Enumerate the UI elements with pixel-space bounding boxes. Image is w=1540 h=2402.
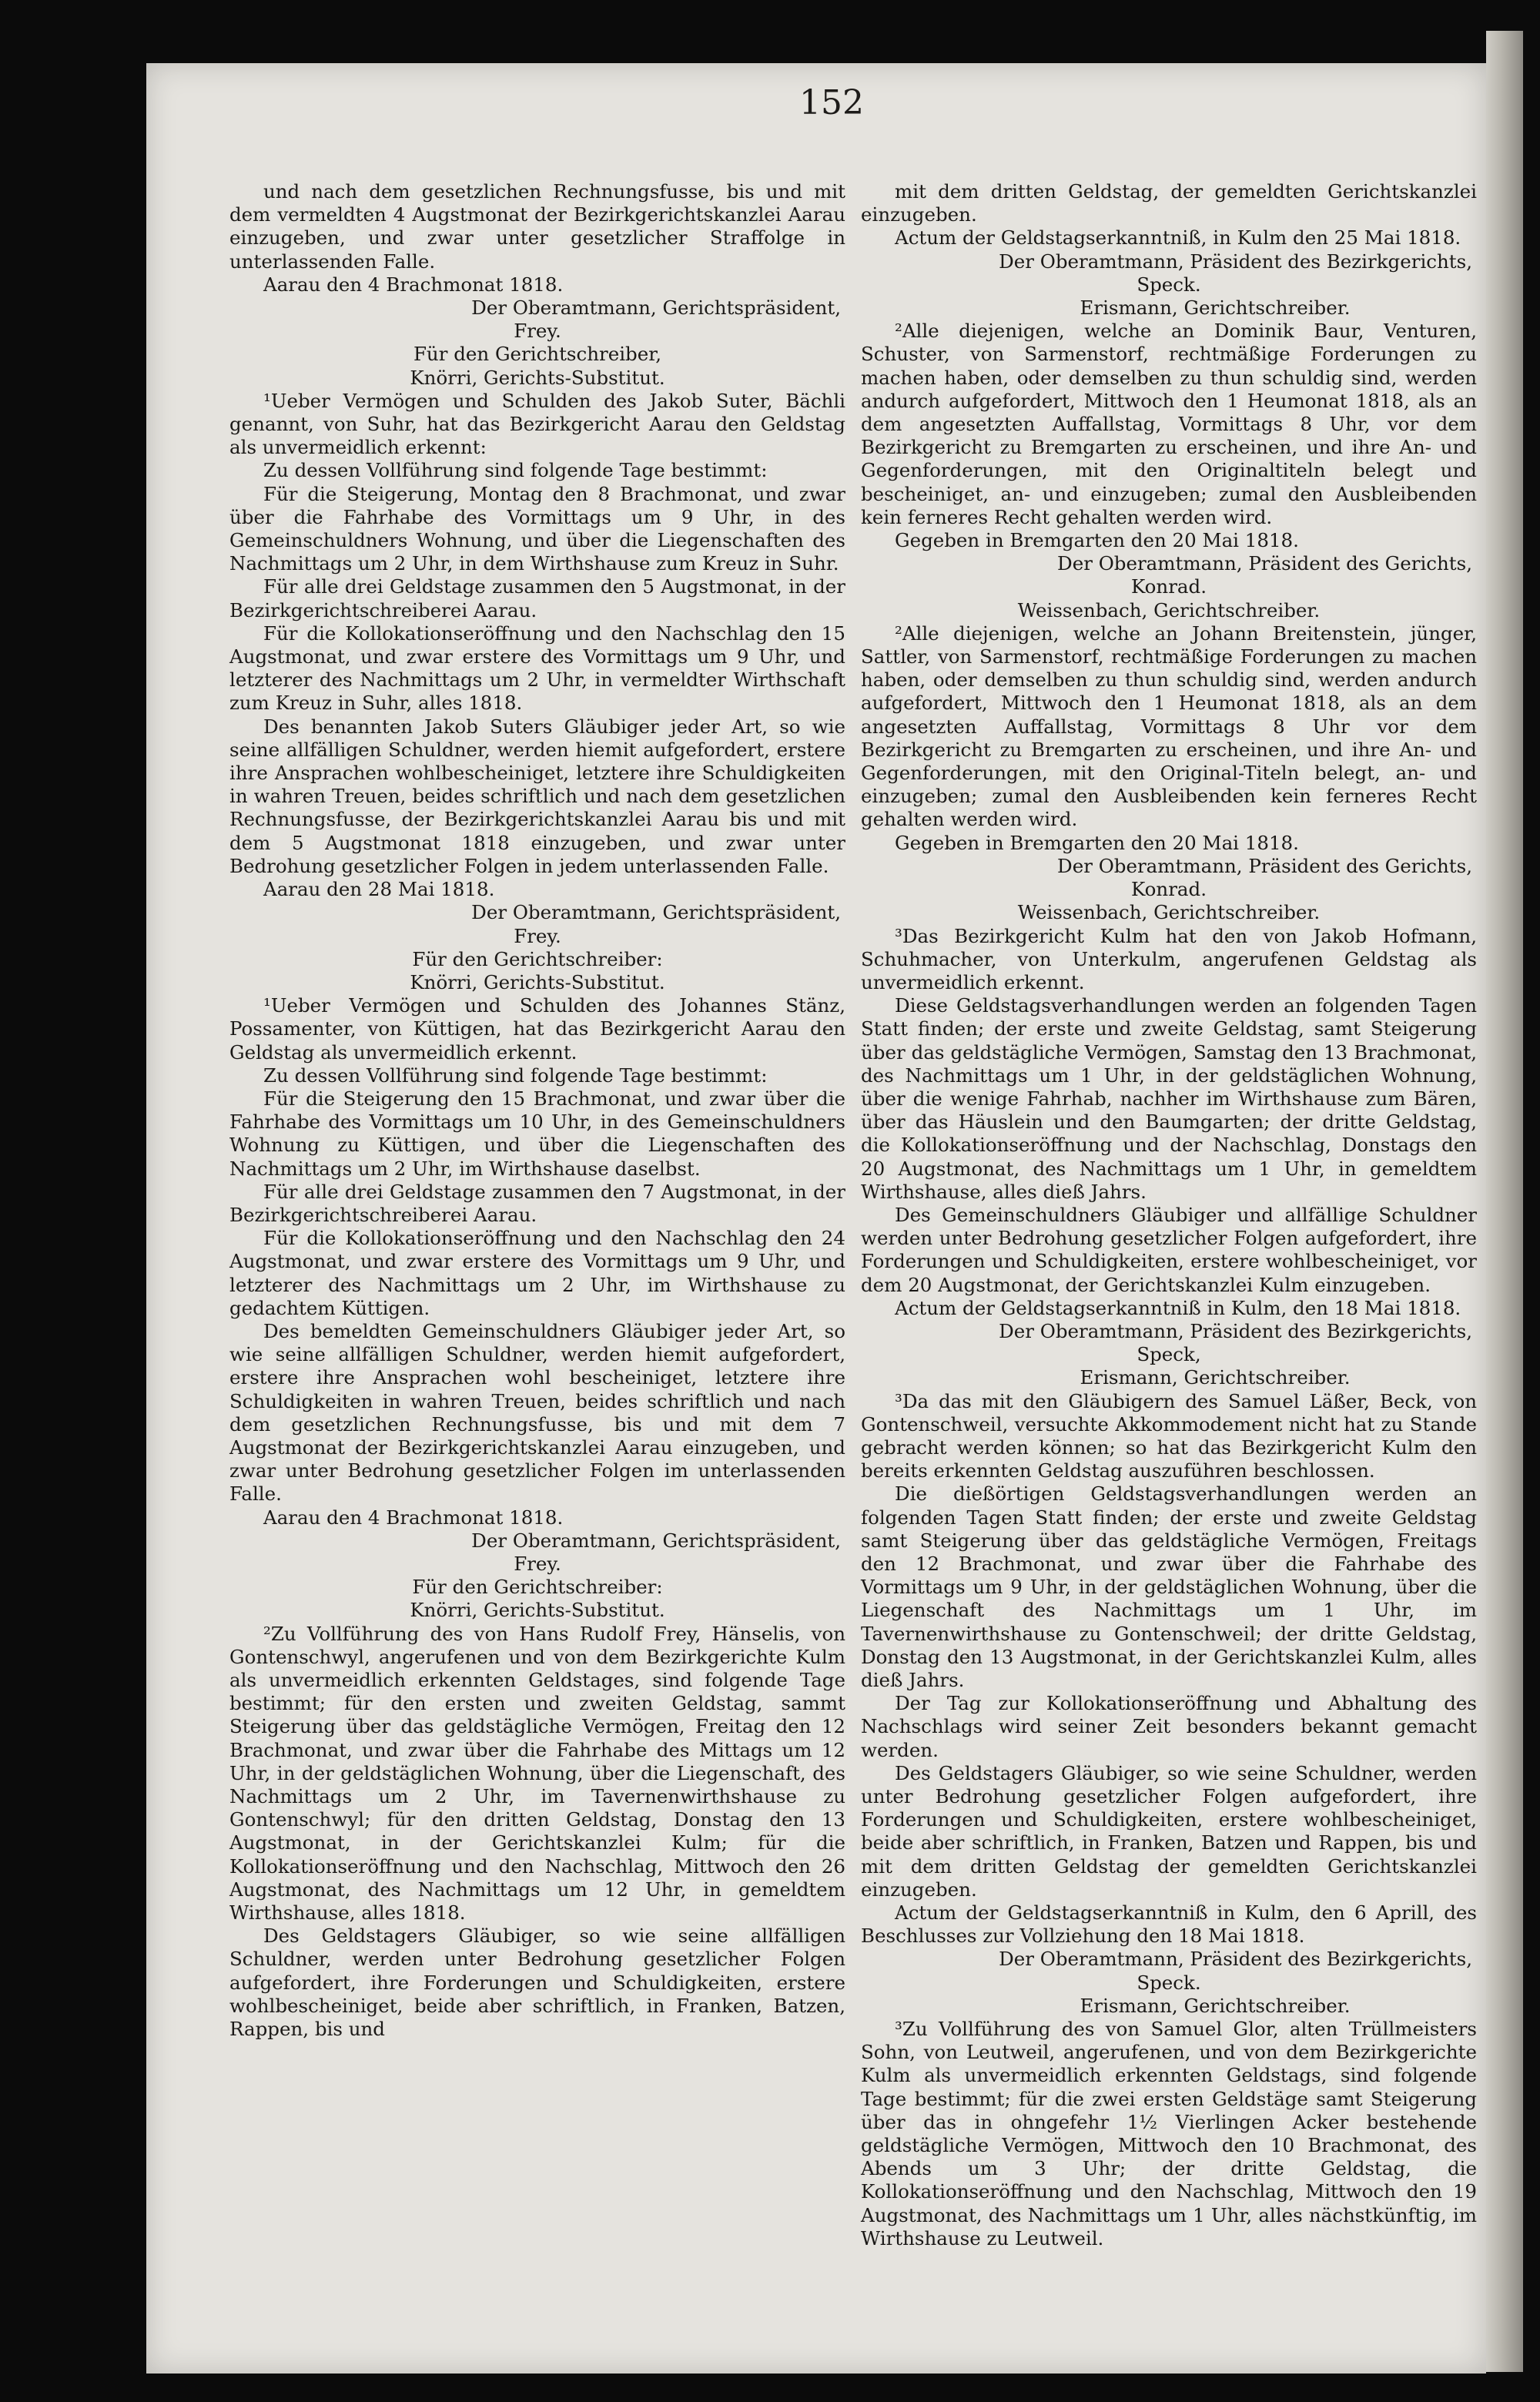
paragraph: Zu dessen Vollführung sind folgende Tage bestimmt: bbox=[263, 459, 768, 482]
paragraph: Für die Steigerung, Montag den 8 Brachmonat, und zwar über die Fahrhabe des Vormittags um 9 Uhr, in des Gemeinschuldners Wohnung, und über die Liegenschaften des Nachmittags um 2 Uhr, in dem Wirthshause zum Kreuz in Suhr. bbox=[229, 482, 845, 575]
signature-line: Speck. bbox=[1137, 273, 1201, 296]
clerk-signature: Erismann, Gerichtschreiber. bbox=[1080, 296, 1351, 320]
notice-start: ³Da das mit den Gläubigern des Samuel Läßer, Beck, von Gontenschweil, versuchte Akkommodement nicht hat zu Stande gebracht werden können; so hat das Bezirkgericht Kulm den bereits erkennten Geldstag auszuführen beschlossen. bbox=[861, 1389, 1477, 1482]
paragraph: Diese Geldstagsverhandlungen werden an folgenden Tagen Statt finden; der erste und zweite Geldstag, samt Steigerung über das geldstägliche Vermögen, Samstag den 13 Brachmonat, des Nachmittags um 1 Uhr, in der geldstäglichen Wohnung, über die wenige Fahrhab, nachher im Wirthshause zum Bären, über das Häuslein und den Baumgarten; der dritte Geldstag, die Kollokationseröffnung und der Nachschlag, Donstags den 20 Augstmonat, des Nachmittags um 1 Uhr, in gemeldtem Wirthshause, alles dieß Jahrs. bbox=[861, 994, 1477, 1203]
dateline: Actum der Geldstagserkanntniß, in Kulm den 25 Mai 1818. bbox=[895, 226, 1461, 250]
dateline: Aarau den 28 Mai 1818. bbox=[263, 878, 495, 901]
notice-start: ²Alle diejenigen, welche an Dominik Baur, Venturen, Schuster, von Sarmenstorf, rechtmäßige Forderungen zu machen haben, oder demselben zu thun schuldig sind, werden andurch aufgefordert, Mittwoch den 1 Heumonat 1818, als an dem angesetzten Auffallstag, Vormittags 8 Uhr, vor dem Bezirkgericht zu Bremgarten zu erscheinen, und ihre An- und Gegenforderungen, mit den Originaltiteln belegt und bescheiniget, an- und einzugeben; zumal den Ausbleibenden kein ferneres Recht gehalten werden wird. bbox=[861, 320, 1477, 528]
dateline: Actum der Geldstagserkanntniß in Kulm, den 6 Aprill, des Beschlusses zur Vollziehung den 18 Mai 1818. bbox=[861, 1901, 1477, 1948]
notice-start: ¹Ueber Vermögen und Schulden des Johannes Stänz, Possamenter, von Küttigen, hat das Bezirkgericht Aarau den Geldstag als unvermeidlich erkennt. bbox=[229, 994, 845, 1064]
paragraph: Des Geldstagers Gläubiger, so wie seine allfälligen Schuldner, werden unter Bedrohung gesetzlicher Folgen aufgefordert, ihre Forderungen und Schuldigkeiten, erstere wohlbescheiniget, beide aber schriftlich, in Franken, Batzen, Rappen, bis und bbox=[229, 1925, 845, 2041]
signature-line: Speck, bbox=[1137, 1343, 1201, 1366]
paragraph: Für die Steigerung den 15 Brachmonat, und zwar über die Fahrhabe des Vormittags um 10 Uhr, in des Gemeinschuldners Wohnung zu Küttigen, und über die Liegenschaften des Nachmittags um 2 Uhr, im Wirthshause daselbst. bbox=[229, 1087, 845, 1180]
page-edge bbox=[1486, 31, 1523, 2372]
notice-start: ¹Ueber Vermögen und Schulden des Jakob Suter, Bächli genannt, von Suhr, hat das Bezirkgericht Aarau den Geldstag als unvermeidlich erkennt: bbox=[229, 389, 845, 459]
signature-line: Knörri, Gerichts-Substitut. bbox=[410, 1599, 665, 1622]
official-title: Der Oberamtmann, Präsident des Gerichts, bbox=[1057, 854, 1472, 877]
clerk-signature: Erismann, Gerichtschreiber. bbox=[1080, 1366, 1351, 1389]
left-column bbox=[229, 180, 845, 2041]
notice-start: ³Zu Vollführung des von Samuel Glor, alten Trüllmeisters Sohn, von Leutweil, angerufenen, und von dem Bezirkgerichte Kulm als unvermeidlich erkennten Geldstags, sind folgende Tage bestimmt; für die zwei ersten Geldstäge samt Steigerung über das in ohngefehr 1½ Vierlingen Acker bestehende geldstägliche Vermögen, Mittwoch den 10 Brachmonat, des Abends um 3 Uhr; der dritte Geldstag, die Kollokationseröffnung und den Nachschlag, Mittwoch den 19 Augstmonat, des Nachmittags um 1 Uhr, alles nächstkünftig, im Wirthshause zu Leutweil. bbox=[861, 2018, 1477, 2250]
official-title: Der Oberamtmann, Präsident des Bezirkgerichts, bbox=[999, 1948, 1472, 1971]
signature-line: Konrad. bbox=[1131, 878, 1207, 901]
signature-line: Für den Gerichtschreiber: bbox=[412, 1576, 663, 1599]
official-title: Der Oberamtmann, Gerichtspräsident, bbox=[471, 901, 841, 924]
official-title: Der Oberamtmann, Präsident des Bezirkgerichts, bbox=[999, 250, 1472, 273]
dateline: Aarau den 4 Brachmonat 1818. bbox=[263, 1506, 564, 1529]
signature-line: Frey. bbox=[514, 320, 561, 343]
paragraph: Des Gemeinschuldners Gläubiger und allfällige Schuldner werden unter Bedrohung gesetzlicher Folgen aufgefordert, ihre Forderungen und Schuldigkeiten, erstere wohlbescheiniget, vor dem 20 Augstmonat, der Gerichtskanzlei Kulm einzugeben. bbox=[861, 1203, 1477, 1296]
paragraph: Des Geldstagers Gläubiger, so wie seine Schuldner, werden unter Bedrohung gesetzlicher Folgen aufgefordert, ihre Forderungen und Schuldigkeiten, erstere wohlbescheiniget, beide aber schriftlich, in Franken, Batzen und Rappen, bis und mit dem dritten Geldstag der gemeldten Gerichtskanzlei einzugeben. bbox=[861, 1761, 1477, 1901]
dateline: Gegeben in Bremgarten den 20 Mai 1818. bbox=[895, 529, 1299, 552]
notice-start: ²Zu Vollführung des von Hans Rudolf Frey, Hänselis, von Gontenschwyl, angerufenen und von dem Bezirkgerichte Kulm als unvermeidlich erkennten Geldstages, sind folgende Tage bestimmt; für den ersten und zweiten Geldstag, sammt Steigerung über das geldstägliche Vermögen, Freitag den 12 Brachmonat, und zwar über die Fahrhabe des Mittags um 12 Uhr, in der geldstäglichen Wohnung, über die Liegenschaft, des Nachmittags um 2 Uhr, im Tavernenwirthshause zu Gontenschwyl; für den dritten Geldstag, Donstag den 13 Augstmonat, in der Gerichtskanzlei Kulm; für die Kollokationseröffnung und den Nachschlag, Mittwoch den 26 Augstmonat, des Nachmittags um 12 Uhr, in gemeldtem Wirthshause, alles 1818. bbox=[229, 1622, 845, 1925]
signature-line: Speck. bbox=[1137, 1971, 1201, 1994]
notice-start: ²Alle diejenigen, welche an Johann Breitenstein, jünger, Sattler, von Sarmenstorf, rechtmäßige Forderungen zu machen haben, oder demselben zu thun schuldig sind, werden andurch aufgefordert, Mittwoch den 1 Heumonat 1818, als an dem angesetzten Auffallstag, Vormittags 8 Uhr vor dem Bezirkgericht zu Bremgarten zu erscheinen, und ihre An- und Gegenforderungen, mit den Original-Titeln belegt, an- und einzugeben; zumal den Ausbleibenden kein ferneres Recht gehalten werden wird. bbox=[861, 621, 1477, 831]
signature-line: Frey. bbox=[514, 924, 561, 947]
paragraph: und nach dem gesetzlichen Rechnungsfusse, bis und mit dem vermeldten 4 Augstmonat der Bezirkgerichtskanzlei Aarau einzugeben, und zwar unter gesetzlicher Straffolge in unterlassenden Falle. bbox=[229, 180, 845, 273]
signature-line: Knörri, Gerichts-Substitut. bbox=[410, 366, 665, 389]
dateline: Actum der Geldstagserkanntniß in Kulm, den 18 Mai 1818. bbox=[895, 1296, 1461, 1319]
signature-line: Weissenbach, Gerichtschreiber. bbox=[1017, 901, 1321, 924]
paragraph: Des benannten Jakob Suters Gläubiger jeder Art, so wie seine allfälligen Schuldner, werden hiemit aufgefordert, erstere ihre Ansprachen wohlbescheiniget, letztere ihre Schuldigkeiten in wahren Treuen, beides schriftlich und nach dem gesetzlichen Rechnungsfusse, der Bezirkgerichtskanzlei Aarau bis und mit dem 5 Augstmonat 1818 einzugeben, und zwar unter Bedrohung gesetzlicher Folgen in jedem unterlassenden Falle. bbox=[229, 715, 845, 877]
paragraph: Für alle drei Geldstage zusammen den 7 Augstmonat, in der Bezirkgerichtschreiberei Aarau. bbox=[229, 1180, 845, 1226]
paragraph: Des bemeldten Gemeinschuldners Gläubiger jeder Art, so wie seine allfälligen Schuldner, werden hiemit aufgefordert, erstere ihre Ansprachen wohl bescheiniget, letztere ihre Schuldigkeiten in wahren Treuen, beides schriftlich und nach dem gesetzlichen Rechnungsfusse, bis und mit dem 7 Augstmonat der Bezirkgerichtskanzlei Aarau einzugeben, und zwar unter Bedrohung gesetzlicher Folgen im unterlassenden Falle. bbox=[229, 1319, 845, 1506]
paragraph: Für alle drei Geldstage zusammen den 5 Augstmonat, in der Bezirkgerichtschreiberei Aarau. bbox=[229, 575, 845, 621]
signature-line: Weissenbach, Gerichtschreiber. bbox=[1017, 598, 1321, 621]
signature-line: Für den Gerichtschreiber, bbox=[413, 343, 662, 366]
official-title: Der Oberamtmann, Präsident des Bezirkgerichts, bbox=[999, 1319, 1472, 1342]
official-title: Der Oberamtmann, Präsident des Gerichts, bbox=[1057, 552, 1472, 575]
signature-line: Konrad. bbox=[1131, 575, 1207, 598]
page-number: 152 bbox=[799, 83, 864, 122]
dateline: Gegeben in Bremgarten den 20 Mai 1818. bbox=[895, 831, 1299, 854]
clerk-signature: Erismann, Gerichtschreiber. bbox=[1080, 1994, 1351, 2017]
paragraph: Für die Kollokationseröffnung und den Nachschlag den 15 Augstmonat, und zwar erstere des Vormittags um 9 Uhr, und letzterer des Nachmittags um 2 Uhr, in vermeldter Wirthschaft zum Kreuz in Suhr, alles 1818. bbox=[229, 621, 845, 715]
paragraph: mit dem dritten Geldstag, der gemeldten Gerichtskanzlei einzugeben. bbox=[861, 180, 1477, 226]
official-title: Der Oberamtmann, Gerichtspräsident, bbox=[471, 296, 841, 320]
paragraph: Die dießörtigen Geldstagsverhandlungen werden an folgenden Tagen Statt finden; der erste und zweite Geldstag samt Steigerung über das geldstägliche Vermögen, Freitags den 12 Brachmonat, und zwar über die Fahrhabe des Vormittags um 9 Uhr, in der geldstäglichen Wohnung, über die Liegenschaft des Nachmittags um 1 Uhr, im Tavernenwirthshause zu Gontenschweil; der dritte Geldstag, Donstag den 13 Augstmonat, in der Gerichtskanzlei Kulm, alles dieß Jahrs. bbox=[861, 1482, 1477, 1691]
paragraph: Für die Kollokationseröffnung und den Nachschlag den 24 Augstmonat, und zwar erstere des Vormittags um 9 Uhr, und letzterer des Nachmittags um 2 Uhr, im Wirthshause zu gedachtem Küttigen. bbox=[229, 1227, 845, 1319]
official-title: Der Oberamtmann, Gerichtspräsident, bbox=[471, 1529, 841, 1552]
paragraph: Zu dessen Vollführung sind folgende Tage bestimmt: bbox=[263, 1064, 768, 1087]
signature-line: Knörri, Gerichts-Substitut. bbox=[410, 970, 665, 993]
signature-line: Für den Gerichtschreiber: bbox=[412, 947, 663, 970]
dateline: Aarau den 4 Brachmonat 1818. bbox=[263, 273, 564, 296]
signature-line: Frey. bbox=[514, 1552, 561, 1575]
paragraph: Der Tag zur Kollokationseröffnung und Abhaltung des Nachschlags wird seiner Zeit besonders bekannt gemacht werden. bbox=[861, 1692, 1477, 1761]
right-column bbox=[861, 180, 1477, 2250]
notice-start: ³Das Bezirkgericht Kulm hat den von Jakob Hofmann, Schuhmacher, von Unterkulm, angerufenen Geldstag als unvermeidlich erkennt. bbox=[861, 924, 1477, 993]
